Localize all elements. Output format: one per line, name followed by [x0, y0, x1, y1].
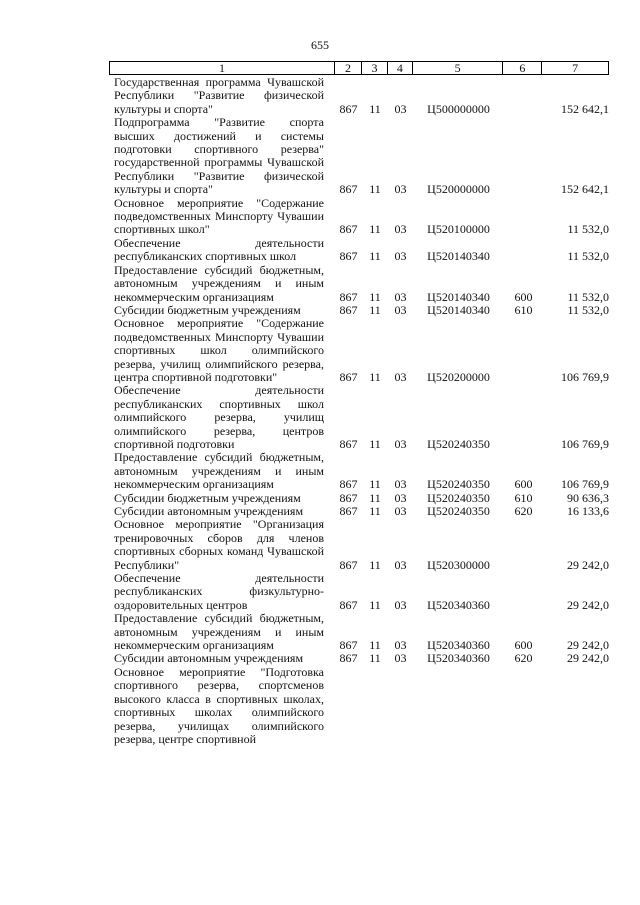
- amount: 106 769,9: [561, 369, 609, 384]
- subsection-code: 03: [394, 249, 407, 264]
- expense-type-code: [504, 559, 543, 572]
- section-code: 11: [369, 490, 381, 505]
- table-row: [109, 505, 609, 518]
- amount: 11 532,0: [567, 302, 609, 317]
- section-code: 11: [369, 182, 381, 197]
- row-codes: [335, 505, 609, 518]
- table-row: [109, 264, 609, 304]
- amount: 152 642,1: [561, 182, 609, 197]
- ministry-code: 867: [339, 504, 358, 518]
- expense-type-code: 600: [514, 477, 533, 492]
- row-name: Подпрограмма "Развитие спорта высших достижений и системы подготовки спортивного резерва" государственной программы Чувашской Республики "Развитие физической культуры и спорта": [114, 115, 324, 197]
- ministry-code: 867: [339, 249, 358, 264]
- amount: 29 242,0: [567, 597, 609, 612]
- ministry-code: 867: [339, 477, 358, 492]
- expense-type-code: 600: [514, 289, 533, 304]
- section-code: 11: [369, 504, 381, 518]
- section-code: 11: [369, 101, 381, 116]
- amount: 29 242,0: [567, 651, 609, 666]
- expense-type-code: [504, 223, 543, 236]
- subsection-code: 03: [394, 557, 407, 572]
- header-col-1: 1: [110, 62, 335, 74]
- table-row: [109, 518, 609, 572]
- subsection-code: 03: [394, 182, 407, 197]
- row-name: Предоставление субсидий бюджетным, автономным учреждениям и иным некоммерческим организациям: [114, 611, 324, 653]
- table-row: [109, 76, 609, 116]
- amount: 11 532,0: [567, 222, 609, 237]
- header-col-5: 5: [413, 62, 504, 74]
- header-col-4: 4: [388, 62, 413, 74]
- target-article-code: Ц520240350: [427, 504, 490, 518]
- section-code: 11: [369, 289, 381, 304]
- row-codes: [335, 478, 609, 491]
- subsection-code: 03: [394, 302, 407, 317]
- section-code: 11: [369, 249, 381, 264]
- target-article-code: Ц520140340: [427, 302, 490, 317]
- table-header: [109, 61, 609, 75]
- subsection-code: 03: [394, 597, 407, 612]
- row-name: Субсидии бюджетным учреждениям: [114, 302, 301, 317]
- ministry-code: 867: [339, 369, 358, 384]
- subsection-code: 03: [394, 651, 407, 666]
- row-name: Субсидии автономным учреждениям: [114, 651, 304, 666]
- target-article-code: Ц520140340: [427, 289, 490, 304]
- ministry-code: 867: [339, 289, 358, 304]
- table-row: [109, 116, 609, 196]
- ministry-code: 867: [339, 490, 358, 505]
- row-name: Предоставление субсидий бюджетным, автономным учреждениям и иным некоммерческим организациям: [114, 450, 324, 492]
- expense-type-code: 620: [514, 504, 533, 518]
- row-name: Основное мероприятие "Содержание подведомственных Минспорту Чувашии спортивных школ": [114, 195, 324, 237]
- row-name: Основное мероприятие "Подготовка спортивного резерва, спортсменов высокого класса в спортивных школах, спортивных школах олимпийского резерва, училищах олимпийского резерва, центре спортивной: [114, 664, 324, 746]
- table-row: [109, 317, 609, 384]
- row-name: Основное мероприятие "Содержание подведомственных Минспорту Чувашии спортивных школ олимпийского резерва, училищ олимпийского резерва, центра спортивной подготовки": [114, 316, 324, 384]
- row-codes: [335, 599, 609, 612]
- row-name: Обеспечение деятельности республиканских физкультурно-оздоровительных центров: [114, 571, 324, 612]
- amount: 29 242,0: [567, 638, 609, 653]
- row-codes: [335, 652, 609, 665]
- amount: 11 532,0: [567, 289, 609, 304]
- table-row: [109, 612, 609, 652]
- target-article-code: Ц500000000: [427, 101, 490, 116]
- section-code: 11: [369, 477, 381, 492]
- amount: 106 769,9: [561, 477, 609, 492]
- row-codes: [335, 304, 609, 317]
- row-codes: [335, 438, 609, 451]
- subsection-code: 03: [394, 504, 407, 518]
- expense-type-code: 600: [514, 638, 533, 653]
- expense-type-code: 610: [514, 302, 533, 317]
- ministry-code: 867: [339, 436, 358, 451]
- section-code: 11: [369, 638, 381, 653]
- amount: 11 532,0: [567, 249, 609, 264]
- row-codes: [335, 223, 609, 236]
- subsection-code: 03: [394, 222, 407, 237]
- section-code: 11: [369, 302, 381, 317]
- row-name: Обеспечение деятельности республиканских спортивных школ: [114, 235, 324, 264]
- target-article-code: Ц520340360: [427, 638, 490, 653]
- target-article-code: Ц520300000: [427, 557, 490, 572]
- subsection-code: 03: [394, 638, 407, 653]
- header-col-7: 7: [572, 61, 579, 75]
- row-codes: [335, 291, 609, 304]
- table-row: [109, 384, 609, 451]
- row-codes: [335, 250, 609, 263]
- target-article-code: Ц520000000: [427, 182, 490, 197]
- table-body: [109, 76, 609, 746]
- section-code: 11: [369, 369, 381, 384]
- row-codes: [335, 492, 609, 505]
- amount: 106 769,9: [561, 436, 609, 451]
- subsection-code: 03: [394, 369, 407, 384]
- ministry-code: 867: [339, 101, 358, 116]
- expense-type-code: [504, 103, 543, 116]
- table-row: [109, 572, 609, 612]
- subsection-code: 03: [394, 490, 407, 505]
- expense-type-code: [504, 250, 543, 263]
- subsection-code: 03: [394, 436, 407, 451]
- row-codes: [335, 103, 609, 116]
- table-row: [109, 492, 609, 505]
- ministry-code: 867: [339, 638, 358, 653]
- target-article-code: Ц520200000: [427, 369, 490, 384]
- table-row: [109, 666, 609, 746]
- ministry-code: 867: [339, 302, 358, 317]
- row-name: Предоставление субсидий бюджетным, автономным учреждениям и иным некоммерческим организациям: [114, 262, 324, 304]
- target-article-code: Ц520140340: [427, 249, 490, 264]
- ministry-code: 867: [339, 557, 358, 572]
- row-name: Основное мероприятие "Организация тренировочных сборов для членов спортивных сборных команд Чувашской Республики": [114, 517, 324, 572]
- ministry-code: 867: [339, 182, 358, 197]
- amount: 152 642,1: [561, 101, 609, 116]
- amount: 90 636,3: [567, 490, 609, 505]
- target-article-code: Ц520340360: [427, 597, 490, 612]
- row-name: Обеспечение деятельности республиканских спортивных школ олимпийского резерва, училищ олимпийского резерва, центров спортивной подготовки: [114, 383, 324, 451]
- expense-type-code: [504, 438, 543, 451]
- target-article-code: Ц520340360: [427, 651, 490, 666]
- row-codes: [335, 639, 609, 652]
- header-col-2: 2: [335, 62, 362, 74]
- header-col-3: 3: [362, 62, 388, 74]
- amount: 16 133,6: [567, 504, 609, 518]
- target-article-code: Ц520100000: [427, 222, 490, 237]
- row-name: Субсидии автономным учреждениям: [114, 504, 304, 518]
- target-article-code: Ц520240350: [427, 490, 490, 505]
- row-name: Государственная программа Чувашской Республики "Развитие физической культуры и спорта": [114, 75, 324, 116]
- row-codes: [335, 559, 609, 572]
- row-name: Субсидии бюджетным учреждениям: [114, 490, 301, 505]
- table-row: [109, 451, 609, 491]
- expense-type-code: [504, 183, 543, 196]
- expense-type-code: [504, 371, 543, 384]
- section-code: 11: [369, 597, 381, 612]
- table-row: [109, 304, 609, 317]
- subsection-code: 03: [394, 101, 407, 116]
- expense-type-code: 620: [514, 651, 533, 666]
- table-row: [109, 652, 609, 665]
- section-code: 11: [369, 222, 381, 237]
- row-codes: [335, 371, 609, 384]
- target-article-code: Ц520240350: [427, 436, 490, 451]
- table-row: [109, 237, 609, 264]
- subsection-code: 03: [394, 289, 407, 304]
- section-code: 11: [369, 436, 381, 451]
- ministry-code: 867: [339, 222, 358, 237]
- table-row: [109, 197, 609, 237]
- ministry-code: 867: [339, 597, 358, 612]
- amount: 29 242,0: [567, 557, 609, 572]
- header-col-6: 6: [503, 62, 542, 74]
- target-article-code: Ц520240350: [427, 477, 490, 492]
- expense-type-code: [504, 599, 543, 612]
- ministry-code: 867: [339, 651, 358, 666]
- row-codes: [335, 183, 609, 196]
- subsection-code: 03: [394, 477, 407, 492]
- section-code: 11: [369, 557, 381, 572]
- page-number: 655: [311, 38, 329, 52]
- expense-type-code: 610: [514, 490, 533, 505]
- section-code: 11: [369, 651, 381, 666]
